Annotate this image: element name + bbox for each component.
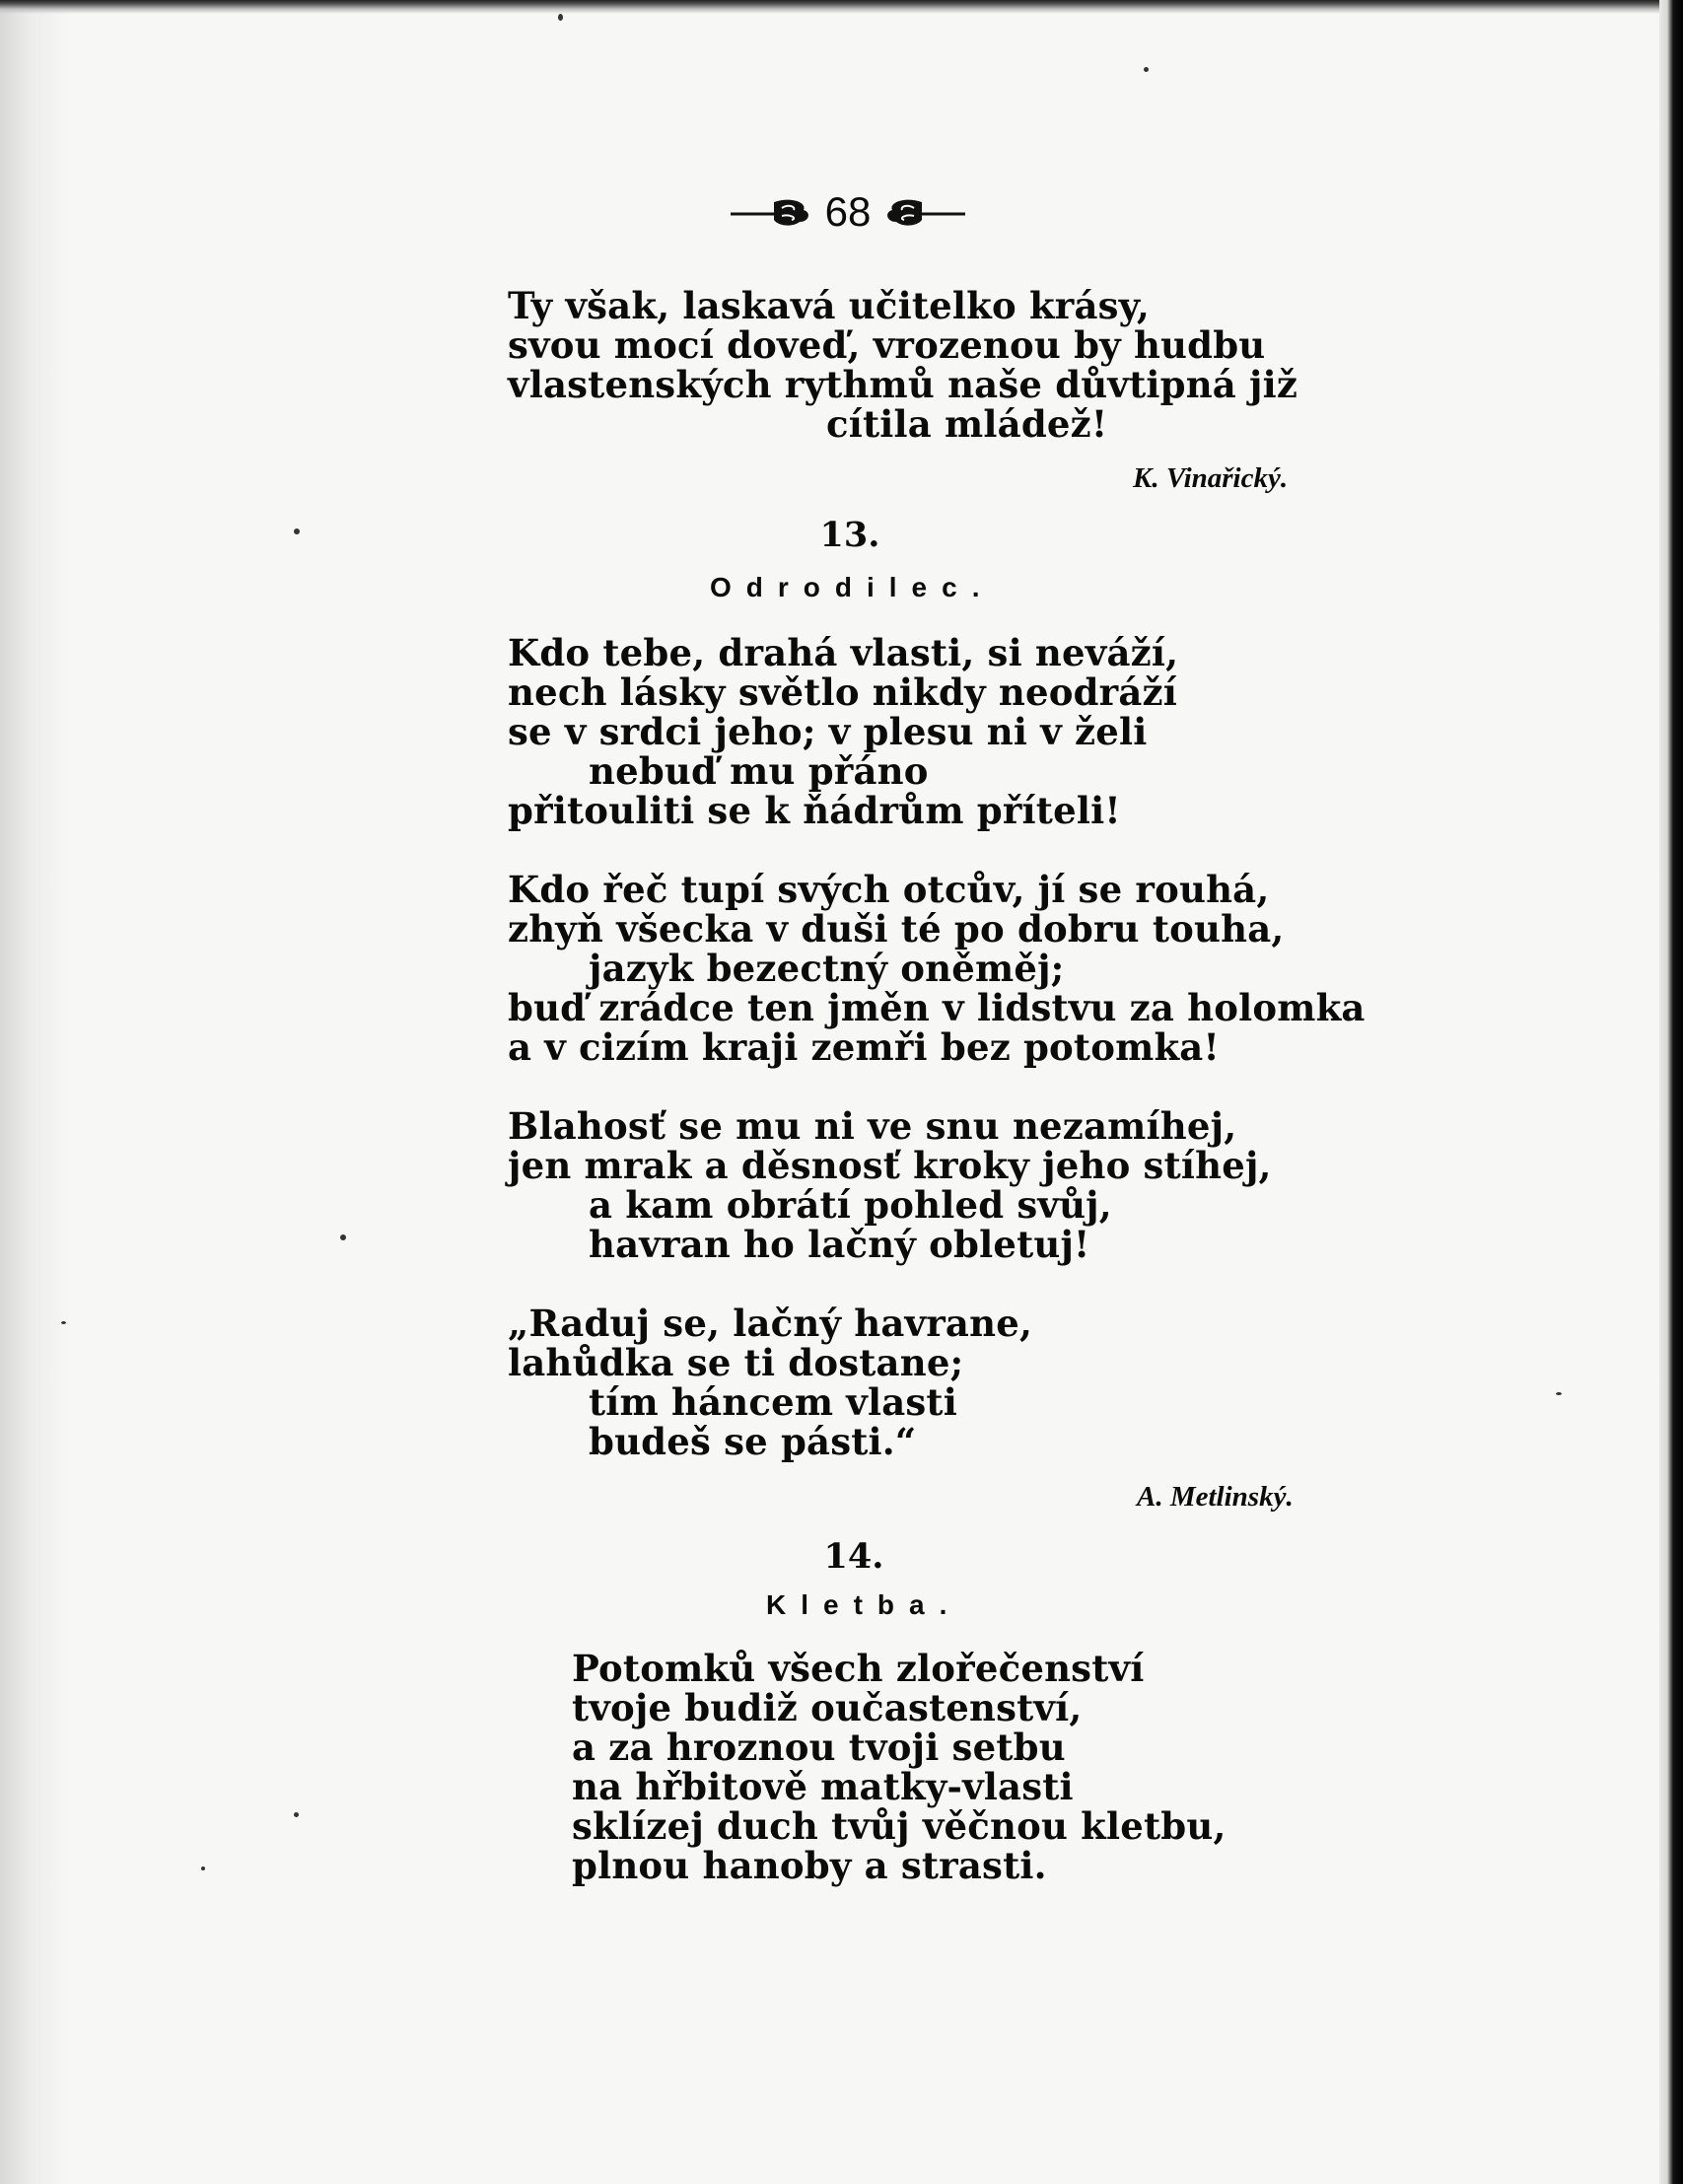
verse-line: plnou hanoby a strasti. (572, 1844, 1047, 1887)
right-ornament-icon (882, 192, 965, 232)
scan-speck (294, 1812, 299, 1817)
poem-title: Kletba. (766, 1589, 962, 1620)
page-number: 68 (824, 188, 872, 235)
poem-number: 13. (819, 515, 880, 555)
scan-speck (201, 1867, 205, 1870)
verse-line: nech lásky světlo nikdy neodráží (508, 670, 1177, 714)
scan-speck (340, 1234, 346, 1240)
verse-line: Ty však, laskavá učitelko krásy, (508, 284, 1150, 327)
scan-speck (294, 528, 300, 534)
verse-line: přitouliti se k ňádrům příteli! (508, 789, 1121, 832)
verse-line: sklízej duch tvůj věčnou kletbu, (572, 1804, 1227, 1848)
page-header (725, 185, 971, 239)
verse-line: Kdo řeč tupí svých otcův, jí se rouhá, (508, 868, 1270, 911)
verse-line: zhyň všecka v duši té po dobru touha, (508, 907, 1285, 951)
verse-line: a za hroznou tvoji setbu (572, 1726, 1066, 1769)
poem-number: 14. (823, 1536, 884, 1577)
verse-line: havran ho lačný obletuj! (589, 1223, 1090, 1266)
poem13-stanza-2 (508, 870, 1366, 1067)
verse-line: jazyk bezectný oněměj; (589, 947, 1065, 990)
verse-line: Potomků všech zlořečenství (572, 1647, 1145, 1690)
verse-line: na hřbitově matky-vlasti (572, 1765, 1074, 1808)
verse-line: a v cizím kraji zemři bez potomka! (508, 1025, 1220, 1069)
verse-line: svou mocí doveď, vrozenou by hudbu (508, 323, 1266, 367)
verse-line: a kam obrátí pohled svůj, (589, 1183, 1112, 1227)
poem14-verse (572, 1649, 1227, 1885)
scan-left-shadow (0, 0, 69, 2184)
verse-line: tím háncem vlasti (589, 1380, 957, 1424)
left-ornament-icon (731, 192, 813, 232)
verse-line: cítila mládež! (826, 402, 1108, 446)
scan-speck (1556, 1392, 1562, 1395)
verse-line: buď zrádce ten jměn v lidstvu za holomka (508, 986, 1366, 1029)
scan-speck (558, 14, 563, 21)
verse-line: Blahosť se mu ni ve snu nezamíhej, (508, 1104, 1237, 1148)
poem13-author: A. Metlinský. (1137, 1481, 1294, 1513)
scan-speck (61, 1321, 66, 1324)
scan-right-edge (1659, 0, 1683, 2184)
verse-line: lahůdka se ti dostane; (508, 1341, 964, 1384)
poem13-stanza-4 (508, 1303, 1032, 1461)
verse-line: se v srdci jeho; v plesu ni v želi (508, 710, 1148, 753)
verse-line: jen mrak a děsnosť kroky jeho stíhej, (508, 1144, 1272, 1187)
poem-title: Odrodilec. (710, 572, 995, 602)
intro-verse (508, 286, 1297, 444)
verse-line: budeš se pásti.“ (589, 1420, 917, 1463)
verse-line: „Raduj se, lačný havrane, (508, 1302, 1033, 1345)
verse-line: Kdo tebe, drahá vlasti, si neváží, (508, 631, 1179, 674)
scan-speck (1144, 67, 1149, 72)
intro-author: K. Vinařický. (1133, 462, 1289, 494)
verse-line: nebuď mu přáno (589, 749, 929, 793)
poem13-stanza-3 (508, 1106, 1272, 1264)
verse-line: tvoje budiž oučastenství, (572, 1686, 1083, 1729)
verse-line: vlastenských rythmů naše důvtipná již (508, 363, 1298, 406)
scan-top-edge (0, 0, 1683, 14)
poem13-stanza-1 (508, 633, 1178, 830)
